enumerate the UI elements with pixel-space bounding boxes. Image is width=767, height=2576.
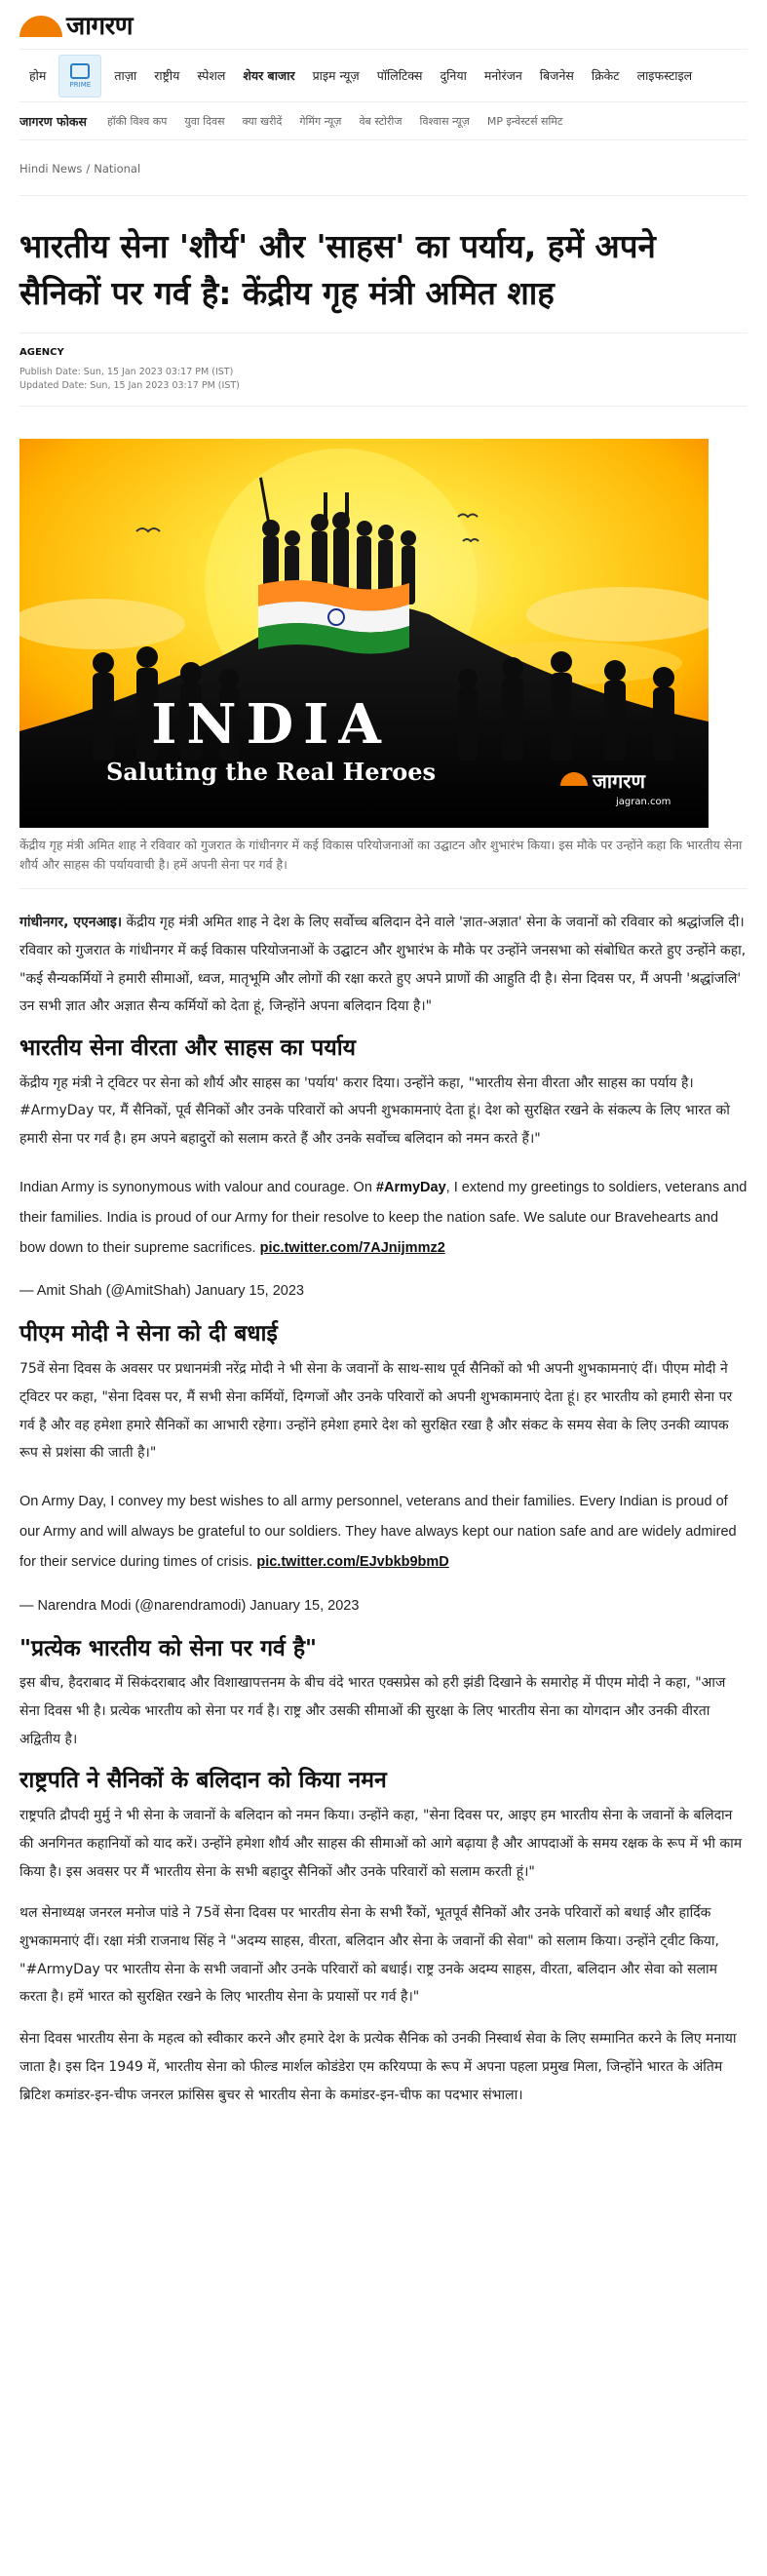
article-dates bbox=[19, 366, 748, 394]
lead-text: केंद्रीय गृह मंत्री अमित शाह ने देश के लिए सर्वोच्च बलिदान देने वाले 'ज्ञात-अज्ञात' सेना के जवानों को रविवार को श्रद्धांजलि दी। रविवार को गुजरात के गांधीनगर में कई विकास परियोजनाओं के उद्घाटन और शुभारंभ के मौके पर उन्होंने जनसभा को संबोधित करते हुए उन्होंने कहा, "कई सैन्यकर्मियों ने हमारी सीमाओं, ध्वज, मातृभूमि और लोगों की रक्षा करते हुए अपने प्राणों की आहुति दी है। सेना दिवस पर, मैं अपनी 'श्रद्धांजलि' उन सभी ज्ञात और अज्ञात सैन्य कर्मियों को देता हूं, जिन्होंने अपना बलिदान दिया है।" bbox=[19, 915, 747, 1015]
tweet-text: , I extend my greetings to soldiers, veterans and their families. India is proud of our Army for their resolve to keep the nation safe. We salute our Bravehearts and bow down to their supreme sacrifices. bbox=[19, 1179, 748, 1257]
logo-sun-icon bbox=[19, 16, 62, 37]
hero-tagline: Saluting the Real Heroes bbox=[105, 758, 437, 787]
tweet-pic-link[interactable]: pic.twitter.com/EJvbkb9bmD bbox=[256, 1554, 449, 1571]
nav-item-politics[interactable]: पॉलिटिक्स bbox=[376, 67, 423, 83]
paragraph: राष्ट्रपति द्रौपदी मुर्मु ने भी सेना के जवानों के बलिदान को नमन किया। उन्होंने कहा, "सेना दिवस पर, आइए हम भारतीय सेना के जवानों के बलिदान की अनगिनत कहानियों को याद करें। उन्होंने हमेशा शौर्य और साहस की सीमाओं को आगे बढ़ाया है और आपदाओं के समय रक्षक के रूप में भी काम किया है। इस अवसर पर मैं भारतीय सेना के सभी बहादुर सैनिकों और उनके परिवारों को सलाम करती हूं।" bbox=[19, 1808, 743, 1880]
focus-item[interactable]: MP इन्वेस्टर्स समिट bbox=[486, 114, 563, 128]
paragraph: 75वें सेना दिवस के अवसर पर प्रधानमंत्री नरेंद्र मोदी ने भी सेना के जवानों के साथ-साथ पूर्व सैनिकों को भी अपनी शुभकामनाएं दीं। पीएम मोदी ने ट्विटर पर कहा, "सेना दिवस पर, मैं सभी सेना कर्मियों, दिग्गजों और उनके परिवारों को अपनी शुभकामनाएं देता हूं। हर भारतीय को हमारी सेना पर गर्व है और वह हमेशा हमारे सैनिकों का आभारी रहेगा। उन्होंने हमेशा हमारे देश को सुरक्षित रखा है और संकट के समय सेवा के लिए उनकी व्यापक रूप से प्रशंसा की जाती है।" bbox=[19, 1361, 733, 1462]
site-logo[interactable] bbox=[19, 5, 133, 44]
tweet-text: On Army Day, I convey my best wishes to all army personnel, veterans and their families. Every Indian is proud of our Army and will always be grateful to our soldiers. They have always kept our nation safe and are widely admired for their service during times of crisis. bbox=[19, 1493, 737, 1571]
breadcrumb-home[interactable]: Hindi News bbox=[19, 162, 83, 176]
nav-item-special[interactable]: स्पेशल bbox=[197, 67, 226, 83]
author-name[interactable]: AGENCY bbox=[19, 346, 64, 358]
nav-item-business[interactable]: बिजनेस bbox=[539, 67, 574, 83]
nav-item-home[interactable]: होम bbox=[29, 67, 47, 83]
hero-illustration bbox=[19, 439, 709, 828]
nav-item-prime-news[interactable]: प्राइम न्यूज़ bbox=[312, 67, 360, 83]
focus-item[interactable]: विश्वास न्यूज़ bbox=[419, 114, 470, 128]
updated-date: Updated Date: Sun, 15 Jan 2023 03:17 PM (IST) bbox=[19, 380, 240, 392]
nav-item-world[interactable]: दुनिया bbox=[440, 67, 467, 83]
focus-item[interactable]: वेब स्टोरीज bbox=[359, 114, 403, 128]
article-title: भारतीय सेना 'शौर्य' और 'साहस' का पर्याय, हमें अपने सैनिकों पर गर्व है: केंद्रीय गृह मंत्री अमित शाह bbox=[19, 227, 656, 312]
hero-brand-url: jagran.com bbox=[616, 797, 671, 808]
logo-text: जागरण bbox=[66, 12, 134, 41]
lead-paragraph bbox=[19, 909, 748, 1021]
nav-item-share-market[interactable]: शेयर बाजार bbox=[243, 67, 295, 83]
section-heading: पीएम मोदी ने सेना को दी बधाई bbox=[19, 1321, 278, 1347]
section-heading: राष्ट्रपति ने सैनिकों के बलिदान को किया नमन bbox=[19, 1768, 387, 1794]
tweet-text: Indian Army is synonymous with valour and courage. On bbox=[19, 1179, 376, 1195]
tweet-pic-link[interactable]: pic.twitter.com/7AJnijmmz2 bbox=[259, 1240, 445, 1257]
article-byline bbox=[19, 332, 748, 407]
hero-brand: जागरण bbox=[593, 769, 645, 794]
breadcrumb-section[interactable]: National bbox=[94, 162, 141, 176]
dateline: गांधीनगर, एएनआइ। bbox=[19, 915, 123, 931]
nav-item-cricket[interactable]: क्रिकेट bbox=[591, 67, 620, 83]
nav-item-entertainment[interactable]: मनोरंजन bbox=[483, 67, 522, 83]
embedded-tweet-narendra-modi bbox=[19, 1487, 748, 1579]
paragraph: केंद्रीय गृह मंत्री ने ट्विटर पर सेना को शौर्य और साहस का 'पर्याय' करार दिया। उन्होंने कहा, "भारतीय सेना वीरता और साहस का पर्याय है। #ArmyDay पर, मैं सैनिकों, पूर्व सैनिकों और उनके परिवारों को अपनी शुभकामनाएं देता हूं। देश को सुरक्षित रखने के संकल्प के लिए भारत को हमारी सेना पर गर्व है। हम अपने बहादुरों को सलाम करते हैं और उनके सर्वोच्च बलिदान को नमन करते हैं।" bbox=[19, 1074, 730, 1148]
focus-label: जागरण फोकस bbox=[19, 113, 87, 129]
breadcrumb-separator: / bbox=[86, 162, 91, 176]
embedded-tweet-amit-shah bbox=[19, 1173, 748, 1265]
focus-item[interactable]: क्या खरीदें bbox=[242, 114, 283, 128]
nav-prime-tile[interactable] bbox=[58, 55, 101, 98]
site-header bbox=[19, 0, 748, 49]
nav-item-latest[interactable]: ताज़ा bbox=[114, 67, 137, 83]
paragraph: थल सेनाध्यक्ष जनरल मनोज पांडे ने 75वें सेना दिवस पर भारतीय सेना के सभी रैंकों, भूतपूर्व सैनिकों और उनके परिवारों को बधाई और हार्दिक शुभकामनाएं दीं। रक्षा मंत्री राजनाथ सिंह ने "अदम्य साहस, वीरता, बलिदान और सेना के जवानों की सेवा" को सलाम किया। उन्होंने ट्वीट किया, "#ArmyDay पर भारतीय सेना के सभी जवानों और उनके परिवारों को बधाई। राष्ट्र उनके अदम्य साहस, वीरता, बलिदान और सेवा को सलाम करता है। हमें भारत को सुरक्षित रखने के लिए भारतीय सेना के प्रयासों पर गर्व है।" bbox=[19, 1905, 719, 2006]
publish-date: Publish Date: Sun, 15 Jan 2023 03:17 PM (IST) bbox=[19, 366, 234, 377]
section-heading: "प्रत्येक भारतीय को सेना पर गर्व है" bbox=[19, 1635, 318, 1661]
nav-item-national[interactable]: राष्ट्रीय bbox=[154, 67, 180, 83]
main-nav bbox=[19, 49, 748, 101]
hero-image bbox=[19, 439, 709, 828]
tweet-author: — Amit Shah (@AmitShah) January 15, 2023 bbox=[19, 1283, 304, 1300]
tweet-author: — Narendra Modi (@narendramodi) January 15, 2023 bbox=[19, 1597, 360, 1614]
prime-tile-label: PRIME bbox=[69, 80, 92, 89]
paragraph: इस बीच, हैदराबाद में सिकंदराबाद और विशाखापत्तनम के बीच वंदे भारत एक्सप्रेस को हरी झंडी दिखाने के समारोह में पीएम मोदी ने कहा, "आज सेना दिवस भी है। प्रत्येक भारतीय को सेना पर गर्व है। राष्ट्र और उसकी सीमाओं की सुरक्षा के लिए भारतीय सेना का योगदान और उनकी वीरता अद्वितीय है। bbox=[19, 1675, 726, 1747]
article-body bbox=[19, 889, 748, 2109]
focus-item[interactable]: गेमिंग न्यूज़ bbox=[299, 114, 342, 128]
image-caption: केंद्रीय गृह मंत्री अमित शाह ने रविवार को गुजरात के गांधीनगर में कई विकास परियोजनाओं का उद्घाटन और शुभारंभ किया। इस मौके पर उन्होंने कहा कि भारतीय सेना शौर्य और साहस की पर्यायवाची है। हमें अपनी सेना पर गर्व है। bbox=[19, 828, 748, 889]
section-heading: भारतीय सेना वीरता और साहस का पर्याय bbox=[19, 1034, 356, 1061]
nav-item-lifestyle[interactable]: लाइफस्टाइल bbox=[636, 67, 693, 83]
hero-headline: INDIA bbox=[151, 692, 391, 758]
focus-item[interactable]: युवा दिवस bbox=[184, 114, 225, 128]
paragraph: सेना दिवस भारतीय सेना के महत्व को स्वीकार करने और हमारे देश के प्रत्येक सैनिक को उनकी निस्वार्थ सेवा के लिए सम्मानित करने के लिए मनाया जाता है। इस दिन 1949 में, भारतीय सेना को फील्ड मार्शल कोडंडेरा एम करियप्पा के रूप में अपना पहला प्रमुख मिला, जिन्होंने भारत के अंतिम ब्रिटिश कमांडर-इन-चीफ जनरल फ्रांसिस बुचर से भारतीय सेना के कमांडर-इन-चीफ का पदभार संभाला। bbox=[19, 2031, 737, 2103]
focus-item[interactable]: हॉकी विश्व कप bbox=[106, 114, 168, 128]
tweet-hashtag[interactable]: #ArmyDay bbox=[375, 1179, 446, 1195]
focus-bar bbox=[19, 101, 748, 140]
breadcrumb bbox=[19, 140, 748, 196]
prime-icon bbox=[70, 63, 90, 79]
